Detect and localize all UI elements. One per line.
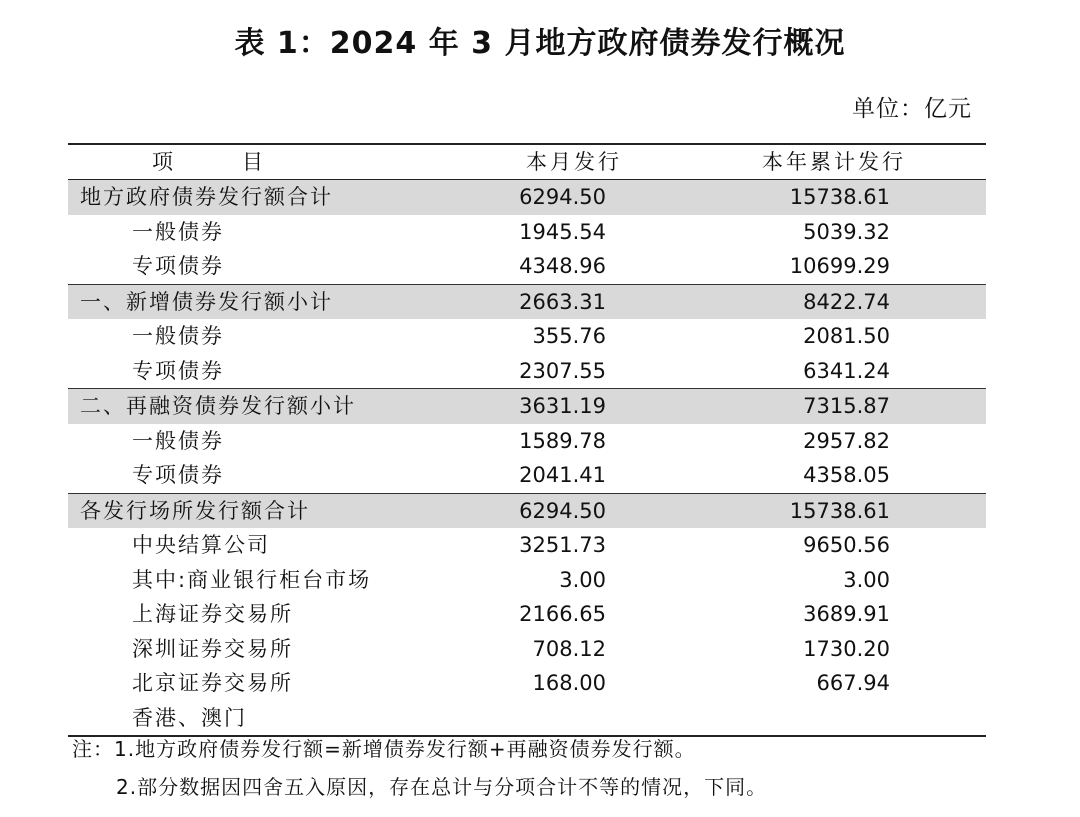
row-month-value: 1589.78 [519,428,606,453]
row-ytd-value: 1730.20 [803,636,890,661]
table-row [68,424,986,459]
column-header-ytd: 本年累计发行 [762,150,906,174]
table-body [68,180,986,735]
row-label: 专项债券 [132,254,224,278]
footnote-2: 2.部分数据因四舍五入原因，存在总计与分项合计不等的情况，下同。 [116,775,768,799]
row-ytd-value: 8422.74 [803,289,890,314]
row-ytd-value: 667.94 [816,671,890,695]
row-month-value: 2663.31 [519,289,606,314]
table-row [68,458,986,493]
table-row [68,354,986,389]
row-label: 一般债券 [132,324,224,348]
table-row [68,388,986,424]
row-label: 深圳证券交易所 [132,636,293,661]
row-label: 一、新增债券发行额小计 [80,289,333,314]
page-title: 表 1：2024 年 3 月地方政府债券发行概况 [234,26,846,61]
row-label: 专项债券 [132,358,224,383]
row-label: 上海证券交易所 [132,602,293,626]
table-row [68,597,986,632]
row-ytd-value: 4358.05 [803,463,890,487]
row-label: 专项债券 [132,463,224,487]
row-label: 各发行场所发行额合计 [80,498,310,523]
row-ytd-value: 15738.61 [789,498,890,523]
row-month-value: 708.12 [532,636,606,661]
row-month-value: 6294.50 [519,498,606,523]
row-label: 一般债券 [132,428,224,453]
bond-issuance-table [68,143,986,737]
row-label: 地方政府债券发行额合计 [80,185,333,209]
table-row [68,284,986,320]
table-row [68,563,986,598]
row-label: 二、再融资债券发行额小计 [80,394,356,418]
row-month-value: 3631.19 [519,394,606,418]
row-ytd-value: 2081.50 [803,324,890,348]
table-row [68,249,986,284]
column-header-item: 项 目 [152,150,287,174]
row-label: 中央结算公司 [132,533,270,557]
row-month-value: 3251.73 [519,533,606,557]
row-ytd-value: 10699.29 [789,254,890,278]
table-row [68,528,986,563]
row-ytd-value: 15738.61 [789,185,890,209]
row-month-value: 6294.50 [519,185,606,209]
row-month-value: 2041.41 [519,463,606,487]
row-month-value: 4348.96 [519,254,606,278]
table-row [68,319,986,354]
row-month-value: 2166.65 [519,602,606,626]
footnote-1: 注：1.地方政府债券发行额=新增债券发行额+再融资债券发行额。 [72,737,696,761]
row-ytd-value: 2957.82 [803,428,890,453]
row-label: 其中:商业银行柜台市场 [132,567,372,592]
row-ytd-value: 9650.56 [803,533,890,557]
table-row [68,215,986,250]
table-row [68,666,986,701]
row-label: 北京证券交易所 [132,671,293,695]
row-ytd-value: 6341.24 [803,358,890,383]
table-row [68,493,986,529]
table-row [68,632,986,667]
row-month-value: 1945.54 [519,219,606,244]
row-ytd-value: 3.00 [843,567,890,592]
row-month-value: 2307.55 [519,358,606,383]
row-month-value: 168.00 [532,671,606,695]
row-ytd-value: 5039.32 [803,219,890,244]
row-ytd-value: 3689.91 [803,602,890,626]
row-month-value: 355.76 [532,324,606,348]
table-row [68,180,986,215]
row-label: 一般债券 [132,219,224,244]
row-month-value: 3.00 [559,567,606,592]
column-header-month: 本月发行 [526,150,622,174]
table-header-row [68,145,986,180]
row-label: 香港、澳门 [132,705,247,730]
unit-label: 单位：亿元 [852,96,972,122]
table-row [68,701,986,736]
footnotes [72,734,767,810]
row-ytd-value: 7315.87 [803,394,890,418]
